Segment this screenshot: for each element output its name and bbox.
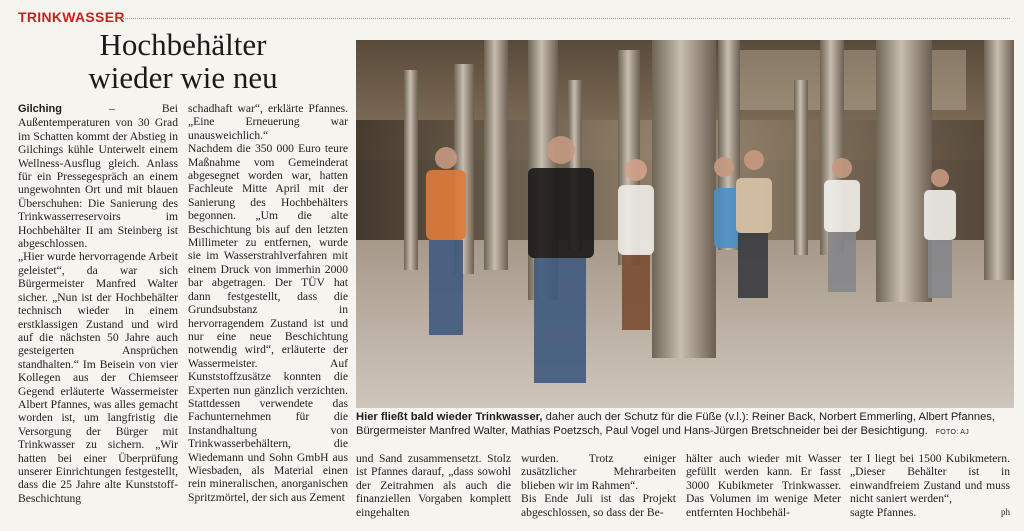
- headline-line-2: wieder wie neu: [88, 60, 278, 95]
- article-column-4: [521, 452, 676, 526]
- headline-line-1: Hochbehälter: [99, 27, 267, 62]
- section-kicker: TRINKWASSER: [18, 9, 125, 25]
- article-column-6: [850, 452, 1010, 526]
- closing-line: [850, 506, 1010, 519]
- article-paragraph: „Hier wurde hervorragende Arbeit geleistet“, da war sich Bürgermeister Manfred Walter sicher. „Nun ist der Hochbehälter technisch wieder in einem erstklassigen Zustand und wird auf die nächsten 50 Jahre auch gesteigerten Ansprüchen standhalten.“ Im Beisein von vier Kollegen aus der Chiemseer Gegend erläuterte Wassermeister Albert Pfannes, was alles gemacht worden ist, um langfristig die Versorgung der Bürger mit Trinkwasser zu sichern. „Wir hatten bei einer Überprüfung unserer Einrichtungen festgestellt, dass die 25 Jahre alte Kunststoff-Beschichtung: [18, 250, 178, 505]
- closing-text: sagte Pfannes.: [850, 505, 917, 519]
- section-rule: [118, 18, 1010, 19]
- article-paragraph: und Sand zusammensetzt. Stolz ist Pfannes darauf, „dass sowohl der Zeitrahmen als auch die finanziellen Vorgaben komplett eingehalten: [356, 452, 511, 519]
- article-photo: [356, 40, 1014, 408]
- caption-text: daher auch der Schutz für die Füße (v.l.): Reiner Back, Norbert Emmerling, Albert Pfannes, Bürgermeister Manfred Walter, Mathias Poetzsch, Paul Vogel und Hans-Jürgen Bretschneider bei der Besichtigung.: [356, 411, 995, 437]
- article-column-3: [356, 452, 511, 526]
- photo-credit: FOTO: AJ: [935, 429, 970, 436]
- author-initials: ph: [1001, 506, 1010, 517]
- reservoir-photo-illustration: [356, 40, 1014, 408]
- article-paragraph: wurden. Trotz einiger zusätzlicher Mehrarbeiten blieben wir im Rahmen“.: [521, 452, 676, 492]
- headline: [18, 28, 348, 94]
- article-paragraph: Nachdem die 350 000 Euro teure Maßnahme vom Gemeinderat abgesegnet worden war, hatten Fachleute Mitte April mit der Sanierung des Hochbehälters begonnen. „Um die alte Beschichtung bis auf den letzten Millimeter zu entfernen, wurde sie im Wasserstrahlverfahren mit einem Druck von immerhin 2000 bar abgetragen. Der TÜV hat dann festgestellt, dass die Grundsubstanz in hervorragendem Zustand ist und nur eine neue Beschichtung notwendig wird“, erläuterte der Wassermeister. Auf Kunststoffzusätze konnten die Experten nun gänzlich verzichten. Stattdessen verwendete das Fachunternehmen für die Instandhaltung von Trinkwasserbehältern, die Wiedemann und Sohn GmbH aus Wiesbaden, als Material einen rein mineralischen, anorganischen Spritzmörtel, der sich aus Zement: [188, 142, 348, 504]
- paragraph-text: – Bei Außentemperaturen von 30 Grad im Schatten kommt der Abstieg in Gilchings kühle Unterwelt einem Wellness-Ausflug gleich. Anlass für ein Pressegespräch an einem ungewohnten Ort und mit blauen Überschuhen: Die Sanierung des Trinkwasserreservoirs im Hochbehälter II am Steinberg ist abgeschlossen.: [18, 102, 178, 251]
- caption-lead: Hier fließt bald wieder Trinkwasser,: [356, 411, 543, 423]
- article-paragraph: [18, 102, 178, 250]
- article-column-1: [18, 102, 178, 522]
- article-paragraph: ter I liegt bei 1500 Kubikmetern. „Dieser Behälter ist in einwandfreiem Zustand und muss nicht saniert werden“,: [850, 452, 1010, 506]
- article-paragraph: schadhaft war“, erklärte Pfannes. „Eine Erneuerung war unausweichlich.“: [188, 102, 348, 142]
- article-paragraph: Bis Ende Juli ist das Projekt abgeschlossen, so dass der Be-: [521, 492, 676, 519]
- article-column-2: [188, 102, 348, 522]
- article-paragraph: hälter auch wieder mit Wasser gefüllt werden kann. Er fasst 3000 Kubikmeter Trinkwasser. Das Volumen im wenige Meter entfernten Hochbehäl-: [686, 452, 841, 519]
- article-column-5: [686, 452, 841, 526]
- dateline: Gilching: [18, 103, 62, 115]
- photo-caption: [356, 410, 1014, 440]
